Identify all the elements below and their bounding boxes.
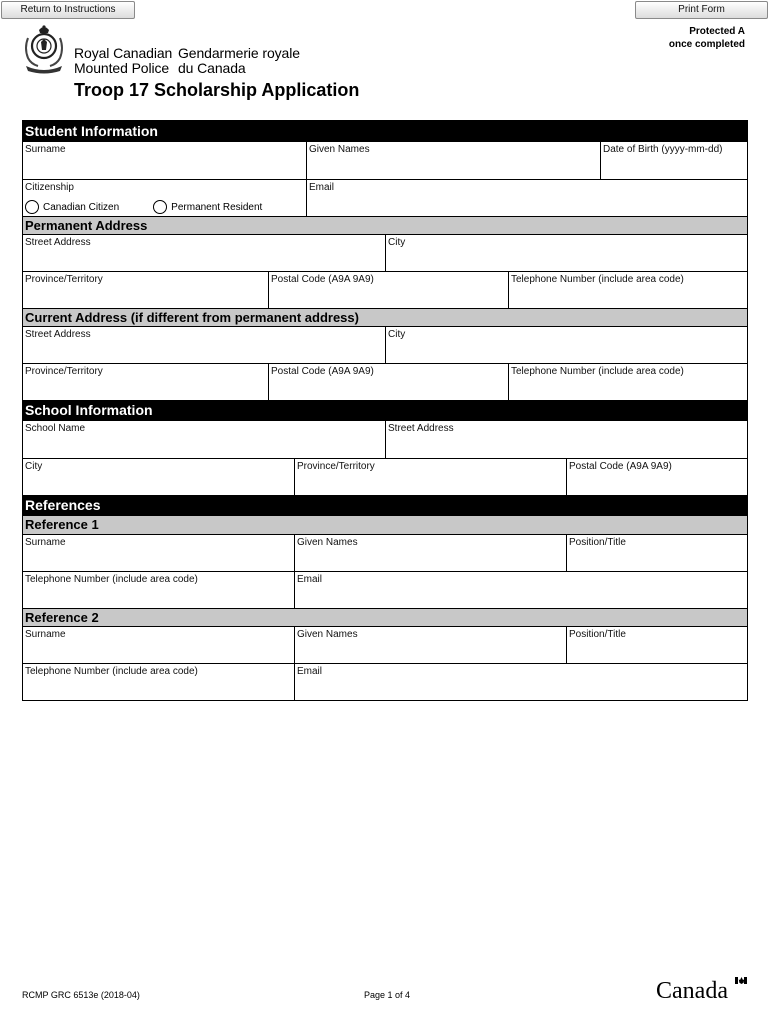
ref2-email-label: Email [297,666,323,677]
school-name-label: School Name [25,423,86,434]
perm-city-input[interactable] [388,251,745,269]
signature-french-line-2: du Canada [178,60,246,76]
current-province-input[interactable] [25,380,266,398]
page-title: Troop 17 Scholarship Application [74,80,360,100]
perm-phone-field[interactable] [508,272,747,308]
references-heading: References [23,495,747,516]
permanent-address-heading: Permanent Address [23,216,747,234]
perm-postal-field[interactable] [268,272,508,308]
ref2-given-names-label: Given Names [297,629,358,640]
school-city-field[interactable] [23,459,294,495]
current-street-field[interactable] [23,327,385,363]
school-name-field[interactable] [23,421,385,458]
signature-english-line-2: Mounted Police [74,60,170,76]
permanent-resident-option[interactable] [153,200,262,214]
canadian-citizen-label: Canadian Citizen [43,201,120,213]
current-city-field[interactable] [385,327,747,363]
ref1-position-label: Position/Title [569,537,626,548]
perm-street-label: Street Address [25,237,91,248]
school-name-input[interactable] [25,438,383,456]
permanent-resident-label: Permanent Resident [171,201,263,213]
school-street-field[interactable] [385,421,747,458]
current-city-label: City [388,329,406,340]
ref2-surname-input[interactable] [25,643,292,661]
student-dob-label: Date of Birth (yyyy-mm-dd) [603,144,723,155]
ref2-position-label: Position/Title [569,629,626,640]
student-email-label: Email [309,182,335,193]
perm-street-input[interactable] [25,251,383,269]
ref1-email-label: Email [297,574,323,585]
ref2-phone-label: Telephone Number (include area code) [25,666,198,677]
student-information-heading: Student Information [23,121,747,142]
ref2-surname-label: Surname [25,629,66,640]
school-postal-input[interactable] [569,475,745,493]
ref1-given-names-input[interactable] [297,551,564,569]
canadian-citizen-option[interactable] [25,200,119,214]
ref1-phone-field[interactable] [23,572,294,608]
signature-french [178,46,300,76]
school-province-label: Province/Territory [297,461,375,472]
canadian-citizen-radio[interactable] [25,200,39,214]
current-phone-label: Telephone Number (include area code) [511,366,684,377]
student-dob-field[interactable] [600,142,747,179]
page-number: Page 1 of 4 [364,990,411,1000]
current-city-input[interactable] [388,343,745,361]
reference-2-heading: Reference 2 [23,608,747,626]
student-given-names-field[interactable] [306,142,600,179]
ref1-given-names-field[interactable] [294,535,566,571]
ref1-email-input[interactable] [297,588,745,606]
ref1-position-field[interactable] [566,535,747,571]
ref1-phone-input[interactable] [25,588,292,606]
student-surname-input[interactable] [25,159,304,177]
application-form [22,120,748,701]
current-phone-input[interactable] [511,380,745,398]
ref1-email-field[interactable] [294,572,747,608]
permanent-resident-radio[interactable] [153,200,167,214]
current-province-label: Province/Territory [25,366,103,377]
return-to-instructions-button[interactable]: Return to Instructions [1,1,135,19]
perm-province-field[interactable] [23,272,268,308]
ref2-email-field[interactable] [294,664,747,700]
print-form-button[interactable]: Print Form [635,1,768,19]
school-city-label: City [25,461,43,472]
school-postal-field[interactable] [566,459,747,495]
student-surname-field[interactable] [23,142,306,179]
ref2-phone-field[interactable] [23,664,294,700]
current-postal-input[interactable] [271,380,506,398]
signature-english-line-1: Royal Canadian [74,45,173,61]
ref1-phone-label: Telephone Number (include area code) [25,574,198,585]
school-street-input[interactable] [388,438,745,456]
student-given-names-input[interactable] [309,159,598,177]
ref1-surname-label: Surname [25,537,66,548]
canada-wordmark-icon [656,975,748,1001]
student-dob-input[interactable] [603,159,745,177]
current-phone-field[interactable] [508,364,747,400]
school-information-heading: School Information [23,400,747,421]
perm-city-field[interactable] [385,235,747,271]
perm-postal-input[interactable] [271,288,506,306]
current-province-field[interactable] [23,364,268,400]
student-surname-label: Surname [25,144,66,155]
protected-line-2: once completed [668,39,745,50]
perm-province-input[interactable] [25,288,266,306]
rcmp-crest-icon [22,24,66,74]
ref2-position-field[interactable] [566,627,747,663]
form-code: RCMP GRC 6513e (2018-04) [22,990,140,1000]
signature-english [74,46,172,76]
student-email-input[interactable] [309,196,745,214]
student-email-field[interactable] [306,180,747,216]
school-postal-label: Postal Code (A9A 9A9) [569,461,672,472]
perm-phone-label: Telephone Number (include area code) [511,274,684,285]
ref2-surname-field[interactable] [23,627,294,663]
citizenship-label: Citizenship [25,182,74,193]
ref2-email-input[interactable] [297,680,745,698]
school-city-input[interactable] [25,475,292,493]
perm-postal-label: Postal Code (A9A 9A9) [271,274,374,285]
perm-province-label: Province/Territory [25,274,103,285]
school-street-label: Street Address [388,423,454,434]
current-street-input[interactable] [25,343,383,361]
ref2-position-input[interactable] [569,643,745,661]
school-province-field[interactable] [294,459,566,495]
ref1-position-input[interactable] [569,551,745,569]
citizenship-field [23,180,306,216]
perm-city-label: City [388,237,406,248]
ref1-given-names-label: Given Names [297,537,358,548]
current-postal-label: Postal Code (A9A 9A9) [271,366,374,377]
protected-line-1: Protected A [689,26,745,37]
protected-notice [669,25,745,51]
ref2-given-names-field[interactable] [294,627,566,663]
current-address-heading: Current Address (if different from permanent address) [23,308,747,326]
ref1-surname-input[interactable] [25,551,292,569]
ref2-phone-input[interactable] [25,680,292,698]
ref2-given-names-input[interactable] [297,643,564,661]
current-postal-field[interactable] [268,364,508,400]
signature-french-line-1: Gendarmerie royale [178,45,300,61]
reference-1-heading: Reference 1 [23,516,747,534]
perm-phone-input[interactable] [511,288,745,306]
current-street-label: Street Address [25,329,91,340]
canada-wordmark-text: Canada [656,978,728,1001]
school-province-input[interactable] [297,475,564,493]
ref1-surname-field[interactable] [23,535,294,571]
perm-street-field[interactable] [23,235,385,271]
student-given-names-label: Given Names [309,144,370,155]
